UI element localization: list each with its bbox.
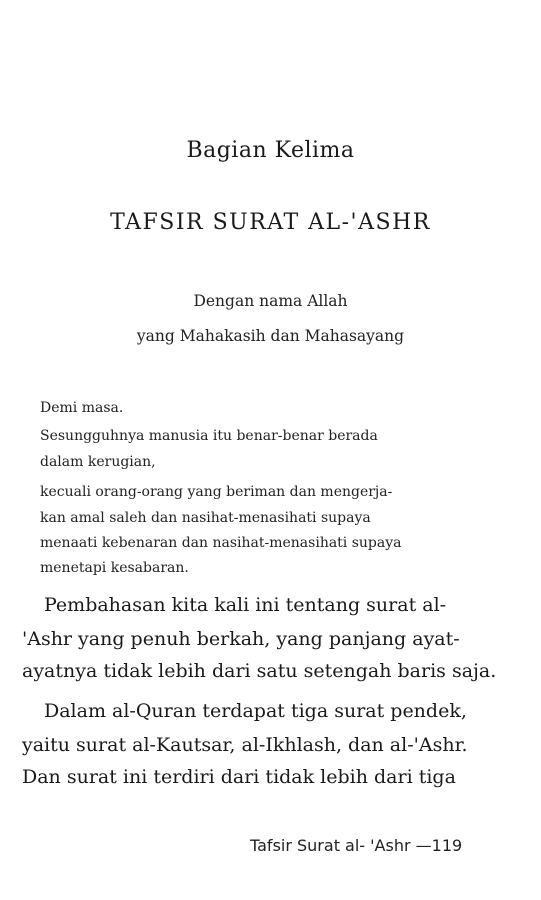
- verse-line-1: Demi masa.: [40, 400, 124, 416]
- page-footer: [250, 836, 462, 855]
- body-line-6: Dan surat ini terdiri dari tidak lebih dari tiga: [22, 766, 456, 788]
- body-line-1: Pembahasan kita kali ini tentang surat al-: [44, 594, 447, 616]
- body-line-4: Dalam al-Quran terdapat tiga surat pendek,: [44, 700, 467, 722]
- footer-dash: —: [415, 836, 432, 855]
- verse-line-3: dalam kerugian,: [40, 454, 156, 470]
- part-title: Bagian Kelima: [186, 138, 355, 163]
- running-title: Tafsir Surat al- 'Ashr: [250, 836, 411, 855]
- body-line-3: ayatnya tidak lebih dari satu setengah baris saja.: [22, 660, 497, 682]
- verse-line-4: kecuali orang-orang yang beriman dan mengerja-: [40, 484, 393, 500]
- verse-line-7: menetapi kesabaran.: [40, 560, 189, 576]
- body-line-2: 'Ashr yang penuh berkah, yang panjang ayat-: [22, 628, 460, 650]
- verse-line-2: Sesungguhnya manusia itu benar-benar berada: [40, 428, 378, 444]
- basmalah-line-2: yang Mahakasih dan Mahasayang: [136, 327, 405, 345]
- page-number: 119: [431, 836, 463, 855]
- body-line-5: yaitu surat al-Kautsar, al-Ikhlash, dan al-'Ashr.: [22, 734, 468, 756]
- basmalah-line-1: Dengan nama Allah: [193, 292, 348, 310]
- verse-line-5: kan amal saleh dan nasihat-menasihati supaya: [40, 510, 371, 526]
- surah-title: TAFSIR SURAT AL-'ASHR: [110, 210, 431, 235]
- verse-line-6: menaati kebenaran dan nasihat-menasihati supaya: [40, 535, 402, 551]
